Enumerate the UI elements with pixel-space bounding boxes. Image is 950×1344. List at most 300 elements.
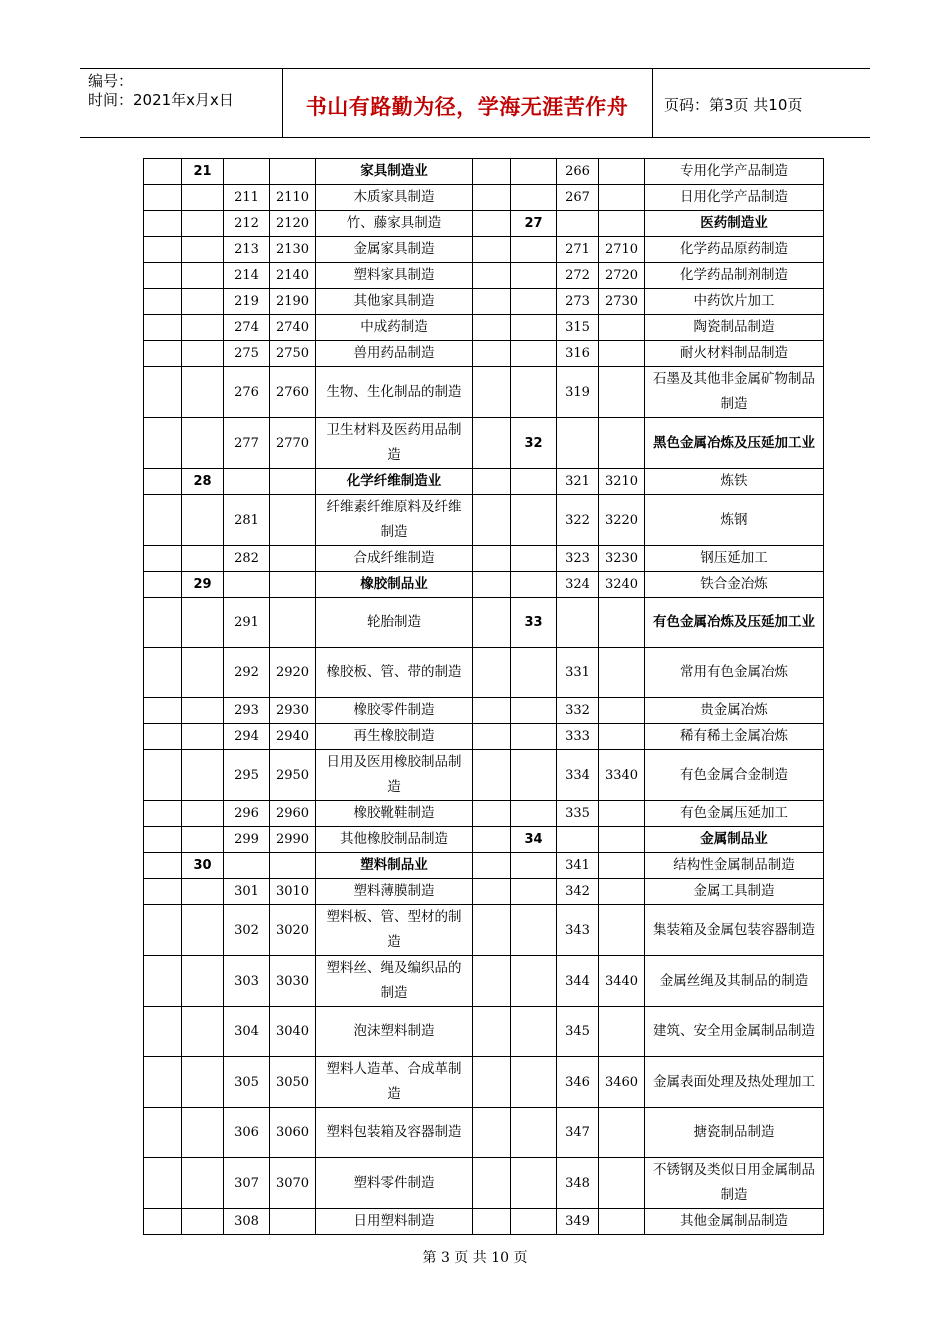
left-division-cell [182,263,224,289]
right-division-cell [511,572,557,598]
left-name-cell: 日用及医用橡胶制品制造 [316,750,473,801]
left-group-cell: 211 [224,185,270,211]
left-blank-cell [144,237,182,263]
left-class-cell: 2740 [270,315,316,341]
left-blank-cell [144,827,182,853]
header-meta [80,69,283,137]
left-class-cell: 2110 [270,185,316,211]
table-row [144,1057,824,1108]
table-row [144,263,824,289]
right-class-cell [599,315,645,341]
left-name-cell: 其他橡胶制品制造 [316,827,473,853]
right-group-cell: 334 [557,750,599,801]
right-blank-cell [473,469,511,495]
right-class-cell: 3230 [599,546,645,572]
right-group-cell [557,418,599,469]
left-division-cell [182,1108,224,1158]
right-blank-cell [473,1158,511,1209]
left-group-cell: 274 [224,315,270,341]
left-division-cell [182,1007,224,1057]
right-name-cell: 石墨及其他非金属矿物制品制造 [645,367,824,418]
right-blank-cell [473,598,511,648]
right-class-cell [599,185,645,211]
right-division-cell: 27 [511,211,557,237]
left-blank-cell [144,495,182,546]
left-blank-cell [144,1158,182,1209]
table-row [144,546,824,572]
left-name-cell: 纤维素纤维原料及纤维制造 [316,495,473,546]
right-name-cell: 集装箱及金属包装容器制造 [645,905,824,956]
right-blank-cell [473,367,511,418]
table-row [144,724,824,750]
left-group-cell: 296 [224,801,270,827]
right-name-cell: 钢压延加工 [645,546,824,572]
left-group-cell: 276 [224,367,270,418]
left-class-cell: 3060 [270,1108,316,1158]
left-class-cell: 2770 [270,418,316,469]
table-row [144,827,824,853]
right-group-cell: 267 [557,185,599,211]
left-name-cell: 橡胶靴鞋制造 [316,801,473,827]
right-class-cell [599,724,645,750]
right-name-cell: 炼钢 [645,495,824,546]
left-division-cell [182,315,224,341]
left-name-cell: 竹、藤家具制造 [316,211,473,237]
page-header [80,68,870,138]
left-blank-cell [144,315,182,341]
right-blank-cell [473,185,511,211]
left-group-cell: 275 [224,341,270,367]
right-class-cell [599,598,645,648]
left-group-cell: 305 [224,1057,270,1108]
right-division-cell [511,315,557,341]
left-class-cell [270,495,316,546]
left-division-cell [182,598,224,648]
right-division-cell [511,546,557,572]
table-row [144,185,824,211]
left-name-cell: 合成纤维制造 [316,546,473,572]
table-row [144,418,824,469]
right-class-cell [599,1108,645,1158]
right-class-cell: 3240 [599,572,645,598]
right-group-cell [557,827,599,853]
left-division-cell [182,495,224,546]
left-class-cell: 2940 [270,724,316,750]
right-group-cell: 331 [557,648,599,698]
right-blank-cell [473,648,511,698]
left-division-cell [182,698,224,724]
right-name-cell: 日用化学产品制造 [645,185,824,211]
left-division-cell [182,289,224,315]
table-row [144,341,824,367]
right-name-cell: 建筑、安全用金属制品制造 [645,1007,824,1057]
right-group-cell [557,598,599,648]
left-division-cell [182,1057,224,1108]
left-blank-cell [144,879,182,905]
industry-code-table [143,158,824,1235]
table-row [144,1108,824,1158]
right-blank-cell [473,546,511,572]
left-class-cell: 2930 [270,698,316,724]
right-group-cell: 321 [557,469,599,495]
left-blank-cell [144,289,182,315]
left-name-cell: 卫生材料及医药用品制造 [316,418,473,469]
right-division-cell [511,289,557,315]
left-name-cell: 木质家具制造 [316,185,473,211]
left-group-cell: 304 [224,1007,270,1057]
right-division-cell [511,495,557,546]
right-name-cell: 结构性金属制品制造 [645,853,824,879]
right-division-cell [511,879,557,905]
left-class-cell: 3040 [270,1007,316,1057]
left-blank-cell [144,211,182,237]
left-class-cell [270,469,316,495]
right-name-cell: 金属工具制造 [645,879,824,905]
table-row [144,1158,824,1209]
right-group-cell: 333 [557,724,599,750]
left-division-cell [182,185,224,211]
right-name-cell: 常用有色金属冶炼 [645,648,824,698]
right-division-cell: 32 [511,418,557,469]
left-name-cell: 中成药制造 [316,315,473,341]
table-row [144,289,824,315]
table-row [144,572,824,598]
right-division-cell [511,469,557,495]
left-name-cell: 塑料家具制造 [316,263,473,289]
left-division-cell [182,546,224,572]
left-division-cell [182,827,224,853]
right-blank-cell [473,879,511,905]
right-group-cell: 272 [557,263,599,289]
table-row [144,1209,824,1235]
table-row [144,367,824,418]
right-blank-cell [473,1108,511,1158]
left-group-cell: 293 [224,698,270,724]
right-name-cell: 化学药品制剂制造 [645,263,824,289]
left-blank-cell [144,185,182,211]
left-name-cell: 塑料板、管、型材的制造 [316,905,473,956]
right-class-cell: 2720 [599,263,645,289]
table-row [144,879,824,905]
right-blank-cell [473,827,511,853]
right-class-cell [599,801,645,827]
left-class-cell [270,159,316,185]
left-division-cell [182,418,224,469]
left-class-cell: 2950 [270,750,316,801]
left-class-cell [270,572,316,598]
left-blank-cell [144,956,182,1007]
right-name-cell: 其他金属制品制造 [645,1209,824,1235]
left-name-cell: 塑料人造革、合成革制造 [316,1057,473,1108]
right-class-cell: 2730 [599,289,645,315]
table-body [144,159,824,1235]
right-group-cell: 315 [557,315,599,341]
page-info: 页码：第3页 共10页 [664,96,803,114]
right-division-cell [511,905,557,956]
right-blank-cell [473,341,511,367]
right-class-cell [599,418,645,469]
left-name-cell: 生物、生化制品的制造 [316,367,473,418]
right-division-cell [511,724,557,750]
right-blank-cell [473,418,511,469]
right-class-cell: 3340 [599,750,645,801]
right-name-cell: 炼铁 [645,469,824,495]
left-division-cell [182,1209,224,1235]
left-blank-cell [144,159,182,185]
left-division-cell [182,211,224,237]
left-group-cell: 277 [224,418,270,469]
right-group-cell: 271 [557,237,599,263]
left-division-cell [182,956,224,1007]
left-blank-cell [144,367,182,418]
left-group-cell: 292 [224,648,270,698]
left-group-cell: 291 [224,598,270,648]
left-name-cell: 塑料制品业 [316,853,473,879]
right-class-cell [599,827,645,853]
left-blank-cell [144,1108,182,1158]
table-row [144,648,824,698]
right-group-cell: 344 [557,956,599,1007]
right-division-cell [511,648,557,698]
right-group-cell: 266 [557,159,599,185]
left-class-cell [270,853,316,879]
right-class-cell: 3440 [599,956,645,1007]
right-group-cell: 348 [557,1158,599,1209]
right-division-cell [511,237,557,263]
right-group-cell: 322 [557,495,599,546]
left-group-cell: 294 [224,724,270,750]
left-class-cell [270,546,316,572]
right-blank-cell [473,956,511,1007]
right-blank-cell [473,853,511,879]
header-page-cell [653,69,870,137]
left-group-cell: 306 [224,1108,270,1158]
left-name-cell: 兽用药品制造 [316,341,473,367]
right-blank-cell [473,495,511,546]
right-division-cell [511,367,557,418]
right-division-cell [511,341,557,367]
right-group-cell: 345 [557,1007,599,1057]
right-group-cell: 347 [557,1108,599,1158]
right-name-cell: 有色金属合金制造 [645,750,824,801]
right-name-cell: 不锈钢及类似日用金属制品制造 [645,1158,824,1209]
left-blank-cell [144,1007,182,1057]
left-name-cell: 再生橡胶制造 [316,724,473,750]
right-name-cell: 搪瓷制品制造 [645,1108,824,1158]
right-group-cell [557,211,599,237]
left-group-cell: 212 [224,211,270,237]
right-blank-cell [473,698,511,724]
right-group-cell: 343 [557,905,599,956]
right-blank-cell [473,724,511,750]
left-division-cell [182,879,224,905]
left-class-cell: 3030 [270,956,316,1007]
left-blank-cell [144,546,182,572]
left-name-cell: 其他家具制造 [316,289,473,315]
right-blank-cell [473,750,511,801]
right-class-cell [599,341,645,367]
left-blank-cell [144,905,182,956]
right-name-cell: 黑色金属冶炼及压延加工业 [645,418,824,469]
left-division-cell: 30 [182,853,224,879]
right-class-cell: 3220 [599,495,645,546]
right-division-cell [511,1158,557,1209]
right-group-cell: 349 [557,1209,599,1235]
right-division-cell [511,1057,557,1108]
right-class-cell [599,1007,645,1057]
left-blank-cell [144,1057,182,1108]
left-class-cell: 2120 [270,211,316,237]
right-name-cell: 陶瓷制品制造 [645,315,824,341]
right-name-cell: 有色金属压延加工 [645,801,824,827]
left-division-cell [182,1158,224,1209]
right-blank-cell [473,211,511,237]
left-division-cell: 29 [182,572,224,598]
right-blank-cell [473,159,511,185]
right-blank-cell [473,289,511,315]
left-blank-cell [144,341,182,367]
right-class-cell [599,648,645,698]
table-row [144,698,824,724]
page-footer: 第 3 页 共 10 页 [422,1250,528,1266]
right-name-cell: 有色金属冶炼及压延加工业 [645,598,824,648]
header-motto-cell [282,69,653,137]
left-blank-cell [144,698,182,724]
right-blank-cell [473,1057,511,1108]
table-row [144,237,824,263]
right-class-cell [599,698,645,724]
right-class-cell [599,853,645,879]
table-row [144,598,824,648]
right-class-cell: 2710 [599,237,645,263]
left-division-cell [182,750,224,801]
right-blank-cell [473,315,511,341]
left-blank-cell [144,853,182,879]
right-name-cell: 医药制造业 [645,211,824,237]
right-class-cell: 3210 [599,469,645,495]
right-name-cell: 贵金属冶炼 [645,698,824,724]
right-division-cell [511,750,557,801]
right-group-cell: 319 [557,367,599,418]
right-division-cell: 33 [511,598,557,648]
left-division-cell [182,905,224,956]
left-group-cell: 219 [224,289,270,315]
table-row [144,956,824,1007]
right-group-cell: 273 [557,289,599,315]
right-name-cell: 化学药品原药制造 [645,237,824,263]
right-name-cell: 中药饮片加工 [645,289,824,315]
left-blank-cell [144,469,182,495]
left-name-cell: 金属家具制造 [316,237,473,263]
left-class-cell [270,598,316,648]
left-division-cell: 28 [182,469,224,495]
left-group-cell: 214 [224,263,270,289]
left-name-cell: 橡胶零件制造 [316,698,473,724]
right-name-cell: 耐火材料制品制造 [645,341,824,367]
left-class-cell: 3020 [270,905,316,956]
left-name-cell: 塑料丝、绳及编织品的制造 [316,956,473,1007]
table-row [144,315,824,341]
left-blank-cell [144,1209,182,1235]
left-group-cell [224,572,270,598]
right-group-cell: 316 [557,341,599,367]
left-group-cell: 303 [224,956,270,1007]
left-blank-cell [144,648,182,698]
right-division-cell [511,159,557,185]
table-row [144,495,824,546]
right-group-cell: 332 [557,698,599,724]
table-row [144,801,824,827]
right-division-cell [511,1209,557,1235]
left-group-cell [224,853,270,879]
table-row [144,750,824,801]
left-class-cell: 2750 [270,341,316,367]
right-class-cell [599,211,645,237]
left-class-cell: 2190 [270,289,316,315]
document-number: 编号： [88,72,134,90]
left-group-cell: 213 [224,237,270,263]
right-name-cell: 专用化学产品制造 [645,159,824,185]
left-class-cell: 2960 [270,801,316,827]
right-group-cell: 346 [557,1057,599,1108]
right-group-cell: 342 [557,879,599,905]
right-group-cell: 323 [557,546,599,572]
left-division-cell [182,648,224,698]
table-row [144,211,824,237]
left-blank-cell [144,263,182,289]
right-blank-cell [473,572,511,598]
left-class-cell: 2920 [270,648,316,698]
left-blank-cell [144,418,182,469]
right-blank-cell [473,237,511,263]
left-class-cell: 3010 [270,879,316,905]
left-division-cell [182,367,224,418]
right-class-cell [599,159,645,185]
left-name-cell: 家具制造业 [316,159,473,185]
right-division-cell [511,263,557,289]
left-name-cell: 化学纤维制造业 [316,469,473,495]
right-blank-cell [473,801,511,827]
left-blank-cell [144,801,182,827]
right-blank-cell [473,263,511,289]
left-group-cell: 295 [224,750,270,801]
right-name-cell: 铁合金冶炼 [645,572,824,598]
left-class-cell: 3070 [270,1158,316,1209]
right-class-cell [599,879,645,905]
right-class-cell: 3460 [599,1057,645,1108]
right-name-cell: 金属制品业 [645,827,824,853]
right-group-cell: 324 [557,572,599,598]
left-class-cell: 2990 [270,827,316,853]
left-class-cell: 2760 [270,367,316,418]
left-group-cell: 301 [224,879,270,905]
motto: 书山有路勤为径，学海无涯苦作舟 [305,95,629,119]
right-division-cell [511,1108,557,1158]
right-division-cell [511,698,557,724]
right-class-cell [599,1209,645,1235]
right-group-cell: 335 [557,801,599,827]
left-group-cell: 281 [224,495,270,546]
table-row [144,853,824,879]
left-group-cell: 307 [224,1158,270,1209]
left-group-cell: 302 [224,905,270,956]
left-name-cell: 橡胶制品业 [316,572,473,598]
left-division-cell [182,237,224,263]
right-blank-cell [473,1209,511,1235]
right-division-cell [511,801,557,827]
right-name-cell: 稀有稀土金属冶炼 [645,724,824,750]
left-class-cell: 2140 [270,263,316,289]
